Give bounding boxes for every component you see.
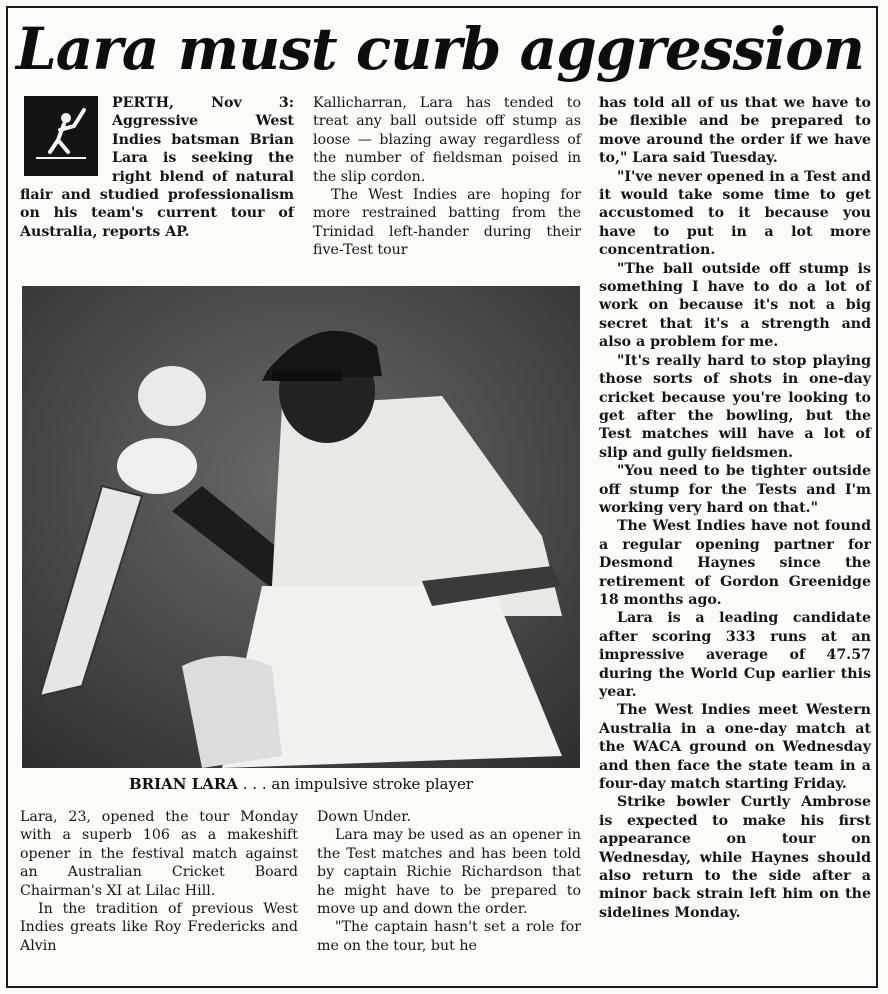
batsman-photo xyxy=(22,286,580,768)
paragraph: The West Indies meet Western Australia in a one-day match at the WACA ground on Wednesday and then face the state team in a four-day match starting Friday. xyxy=(599,702,871,793)
paragraph: "I've never opened in a Test and it would take some time to get accustomed to it because you have to put in a lot more concentration. xyxy=(599,168,871,259)
paragraph: "You need to be tighter outside off stump for the Tests and I'm working very hard on that." xyxy=(599,463,871,516)
paragraph: Strike bowler Curtly Ambrose is expected to make his first appearance on tour on Wednesday, while Haynes should also return to the side after a minor back strain left him on the sidelines Monday. xyxy=(599,794,871,921)
paragraph: "The ball outside off stump is something I have to do a lot of work on because it's not a big secret that it's a strength and also a problem for me. xyxy=(599,260,871,351)
paragraph: Lara, 23, opened the tour Monday with a superb 106 as a makeshift opener in the festival match against an Australian Cricket Board Chairman's XI at Lilac Hill. xyxy=(20,809,298,899)
column-1-bottom xyxy=(20,808,298,955)
lead-paragraph: Aggressive West Indies batsman Brian Lara is seeking the right blend of natural flair and studied professionalism on his team's current tour of Australia, reports AP. xyxy=(20,113,294,240)
caption-name: BRIAN LARA xyxy=(129,775,239,793)
column-2-bottom xyxy=(317,808,581,955)
column-3 xyxy=(599,94,871,922)
photo-caption xyxy=(22,774,580,794)
paragraph: Lara may be used as an opener in the Test matches and has been told by captain Richie Richardson that he might have to be prepared to move up and down the order. xyxy=(317,827,581,918)
paragraph: In the tradition of previous West Indies greats like Roy Fredericks and Alvin xyxy=(20,901,298,954)
column-2-top xyxy=(313,94,581,260)
paragraph: Down Under. xyxy=(317,809,412,825)
paragraph: has told all of us that we have to be flexible and be prepared to move around the order if we have to," Lara said Tuesday. xyxy=(599,95,871,167)
paragraph: Kallicharran, Lara has tended to treat any ball outside off stump as loose — blazing away regardless of the number of fieldsman poised in the slip cordon. xyxy=(313,95,581,185)
dateline: PERTH, Nov 3: xyxy=(112,95,294,111)
caption-text: . . . an impulsive stroke player xyxy=(238,775,473,793)
paragraph: "It's really hard to stop playing those sorts of shots in one-day cricket because you're looking to get after the bowling, but the Test matches will have a lot of slip and gully fieldsmen. xyxy=(599,352,871,461)
cricket-batsman-icon xyxy=(24,96,98,176)
paragraph: The West Indies are hoping for more restrained batting from the Trinidad left-hander during their five-Test tour xyxy=(313,187,581,259)
paragraph: "The captain hasn't set a role for me on the tour, but he xyxy=(317,919,581,954)
paragraph: The West Indies have not found a regular opening partner for Desmond Haynes since the retirement of Gordon Greenidge 18 months ago. xyxy=(599,518,871,608)
paragraph: Lara is a leading candidate after scoring 333 runs at an impressive average of 47.57 during the World Cup earlier this year. xyxy=(599,610,871,700)
headline: Lara must curb aggression xyxy=(16,15,865,83)
